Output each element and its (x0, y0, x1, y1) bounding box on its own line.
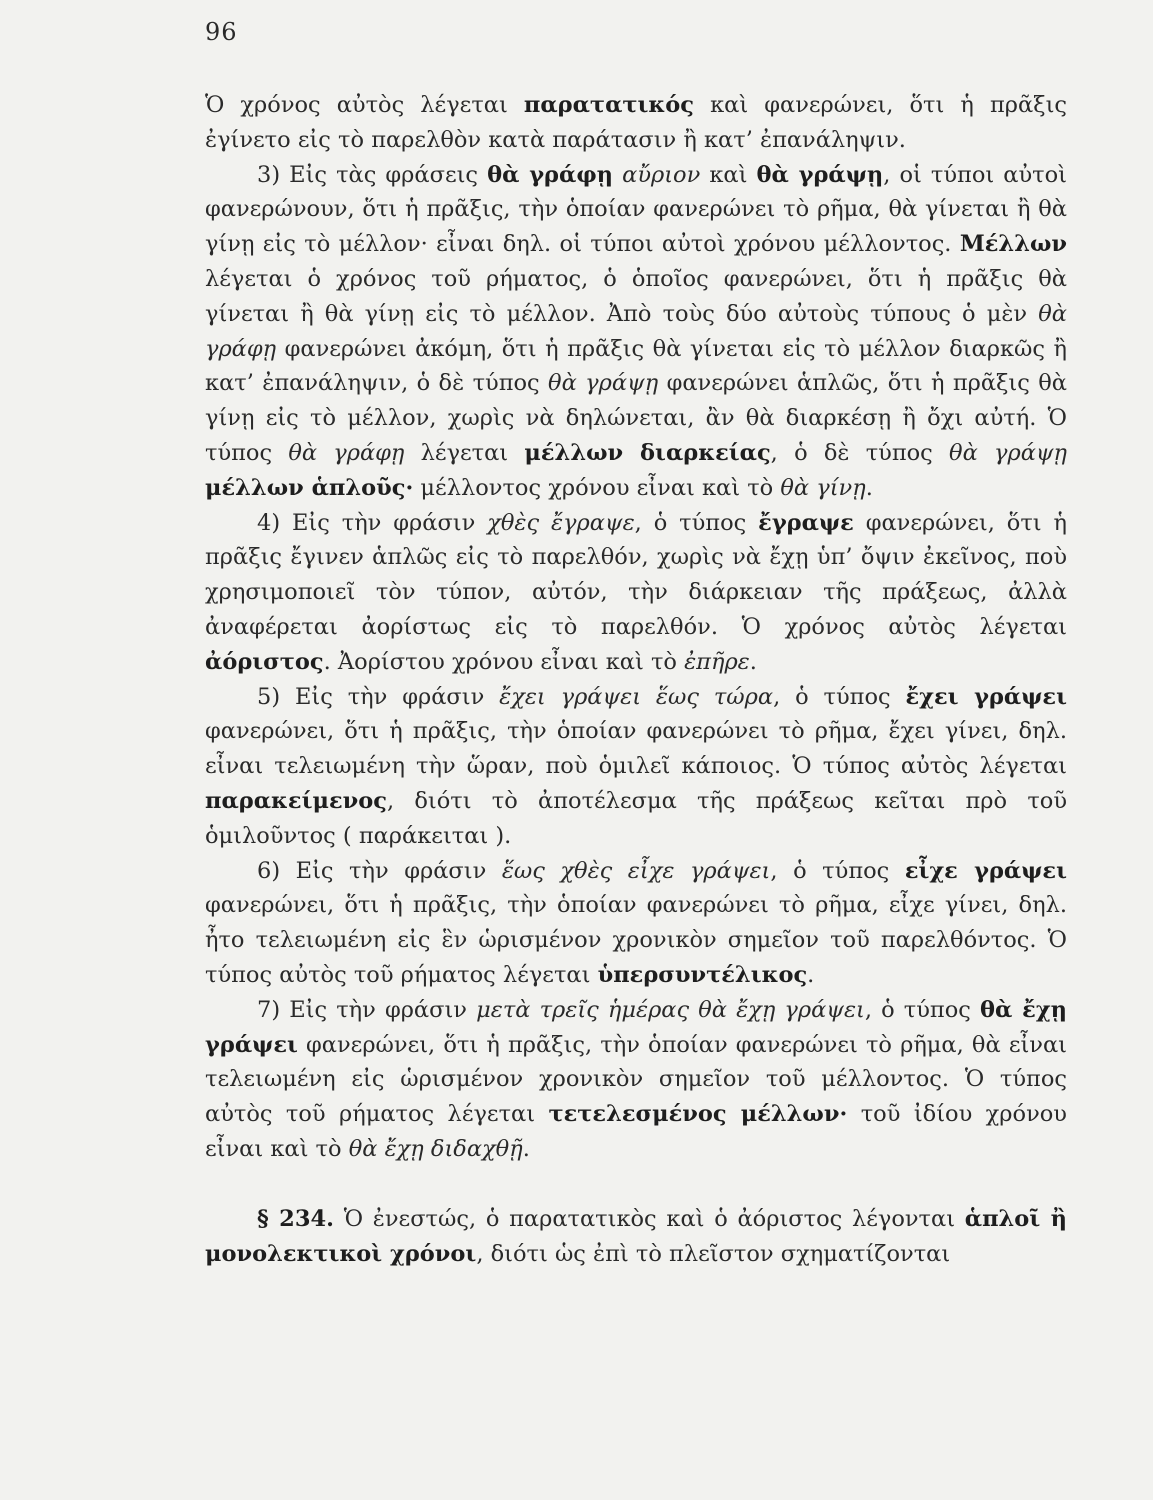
text-run: φανερώνει, ὅτι ἡ πρᾶξις, τὴν ὁποίαν φανερώνει τὸ ρῆμα, εἶχε γίνει, δηλ. ἦτο τελειωμένη εἰς ἓν ὡρισμένον χρονικὸν σημεῖον τοῦ παρελθόντος. Ὁ τύπος αὐτὸς τοῦ ρήματος λέγεται (205, 892, 1067, 988)
example-word: μετὰ τρεῖς ἡμέρας θὰ ἔχῃ γράψει (476, 996, 865, 1023)
section-number: § 234. (257, 1205, 334, 1232)
text-run: καὶ φανερώνει, ὅτι ἡ πρᾶξις ἐγίνετο εἰς τὸ παρελθὸν κατὰ παράτασιν ἢ κατ’ ἐπανάληψιν. (205, 92, 1067, 153)
term-aorist: ἀόριστος (205, 648, 324, 675)
text-run: , ὁ τύπος (864, 996, 981, 1023)
text-run: 3) Εἰς τὰς φράσεις (257, 161, 488, 188)
term-future: Μέλλων (959, 231, 1067, 258)
page-number: 96 (205, 18, 238, 46)
term-simple-tenses: ἁπλοῖ ἢ μονολεκτικοὶ χρόνοι (205, 1205, 1067, 1267)
text-run: λέγεται ὁ χρόνος τοῦ ρήματος, ὁ ὁποῖος φανερώνει, ὅτι ἡ πρᾶξις θὰ γίνεται ἢ θὰ γίνῃ εἰς τὸ μέλλον. Ἀπὸ τοὺς δύο αὐτοὺς τύπους ὁ μὲν (205, 265, 1067, 327)
example-word: θὰ ἔχῃ διδαχθῇ (348, 1135, 523, 1162)
term-future-perfect: τετελεσμένος μέλλων· (548, 1101, 848, 1128)
example-word: ἕως χθὲς εἶχε γράψει (501, 857, 771, 884)
paragraph-future (205, 158, 1067, 506)
example-form: εἶχε γράψει (904, 857, 1067, 884)
text-run: 6) Εἰς τὴν φράσιν (257, 857, 502, 884)
example-word: θὰ γράφῃ (205, 300, 1067, 362)
example-word: θὰ γράψῃ (949, 439, 1068, 466)
example-word: ἔχει γράψει ἕως τώρα (499, 683, 774, 710)
text-run: . (749, 648, 757, 675)
text-run: 4) Εἰς τὴν φράσιν (257, 509, 488, 536)
paragraph-imperfect (205, 88, 1067, 158)
text-run: φανερώνει, ὅτι ἡ πρᾶξις, τὴν ὁποίαν φανερώνει τὸ ρῆμα, ἔχει γίνει, δηλ. εἶναι τελειωμένη τὴν ὥραν, ποὺ ὁμιλεῖ κάποιος. Ὁ τύπος αὐτὸς λέγεται (205, 718, 1067, 780)
text-run: 5) Εἰς τὴν φράσιν (257, 683, 500, 710)
text-run: μέλλοντος χρόνου εἶναι καὶ τὸ (413, 474, 781, 501)
text-run: , ὁ τύπος (634, 509, 759, 536)
paragraph-future-perfect (205, 993, 1067, 1167)
paragraph-pluperfect (205, 854, 1067, 993)
example-form: ἔχει γράψει (905, 683, 1067, 710)
paragraph-aorist (205, 506, 1067, 680)
text-run: . Ἀορίστου χρόνου εἶναι καὶ τὸ (323, 648, 685, 675)
text-run: , ὁ τύπος (773, 683, 906, 710)
term-pluperfect: ὑπερσυντέλικος (597, 961, 808, 988)
text-run: λέγεται (404, 439, 525, 466)
example-form: θὰ ἔχῃ γράψει (205, 996, 1067, 1058)
text-run: , ὁ δὲ τύπος (770, 439, 950, 466)
text-run: φανερώνει ἀκόμη, ὅτι ἡ πρᾶξις θὰ γίνεται εἰς τὸ μέλλον διαρκῶς ἢ κατ’ ἐπανάληψιν, ὁ δὲ τύπος (205, 335, 1067, 397)
text-run: φανερώνει, ὅτι ἡ πρᾶξις, τὴν ὁποίαν φανερώνει τὸ ρῆμα, θὰ εἶναι τελειωμένη εἰς ὡρισμένον χρονικὸν σημεῖον τοῦ μέλλοντος. Ὁ τύπος αὐτὸς τοῦ ρήματος λέγεται (205, 1031, 1067, 1128)
example-form: θὰ γράψῃ (756, 161, 884, 188)
text-run: , διότι τὸ ἀποτέλεσμα τῆς πράξεως κεῖται πρὸ τοῦ ὁμιλοῦντος ( παράκειται ). (205, 787, 1067, 849)
term-perfect: παρακείμενος (205, 787, 387, 814)
term-future-simple: μέλλων ἁπλοῦς· (205, 474, 414, 501)
text-run: καὶ (700, 161, 757, 188)
text-run: . (522, 1135, 530, 1162)
example-word: θὰ γίνῃ (780, 474, 866, 501)
text-run: , οἱ τύποι αὐτοὶ φανερώνουν, ὅτι ἡ πρᾶξις, τὴν ὁποίαν φανερώνει τὸ ρῆμα, θὰ γίνεται ἢ θὰ γίνῃ εἰς τὸ μέλλον· εἶναι δηλ. οἱ τύποι αὐτοὶ χρόνου μέλλοντος. (205, 161, 1067, 258)
example-form: ἔγραψε (758, 509, 854, 536)
text-run: , διότι ὡς ἐπὶ τὸ πλεῖστον σχηματίζονται (476, 1240, 951, 1267)
text-run: 7) Εἰς τὴν φράσιν (257, 996, 477, 1023)
example-word: χθὲς ἔγραψε (487, 509, 635, 536)
text-run: Ὁ χρόνος αὐτὸς λέγεται (205, 92, 524, 118)
page-body (205, 88, 1067, 1271)
text-run: τοῦ ἰδίου χρόνου εἶναι καὶ τὸ (205, 1101, 1067, 1162)
text-run: φανερώνει ἁπλῶς, ὅτι ἡ πρᾶξις θὰ γίνῃ εἰς τὸ μέλλον, χωρὶς νὰ δηλώνεται, ἂν θὰ διαρκέσῃ ἢ ὄχι αὐτή. Ὁ τύπος (205, 370, 1067, 466)
term-future-continuous: μέλλων διαρκείας (524, 439, 771, 466)
example-word: αὔριον (613, 161, 701, 188)
example-word: θὰ γράψῃ (548, 370, 659, 397)
text-run: Ὁ ἐνεστώς, ὁ παρατατικὸς καὶ ὁ ἀόριστος λέγονται (333, 1205, 965, 1232)
section-gap (205, 1167, 1067, 1202)
section-234 (205, 1202, 1067, 1272)
term-imperfect: παρατατικός (523, 92, 694, 118)
text-run: . (865, 474, 873, 501)
example-word: θὰ γράφῃ (288, 439, 405, 466)
text-run: φανερώνει, ὅτι ἡ πρᾶξις ἔγινεν ἁπλῶς εἰς τὸ παρελθόν, χωρὶς νὰ ἔχῃ ὑπ’ ὄψιν ἐκεῖνος, ποὺ χρησιμοποιεῖ τὸν τύπον, αὐτόν, τὴν διάρκειαν τῆς πράξεως, ἀλλὰ ἀναφέρεται ἀορίστως εἰς τὸ παρελθόν. Ὁ χρόνος αὐτὸς λέγεται (205, 509, 1067, 640)
text-run: , ὁ τύπος (770, 857, 905, 884)
example-word: ἐπῆρε (684, 648, 750, 675)
text-run: . (807, 961, 815, 988)
example-form: θὰ γράφῃ (487, 161, 614, 188)
paragraph-perfect (205, 680, 1067, 854)
